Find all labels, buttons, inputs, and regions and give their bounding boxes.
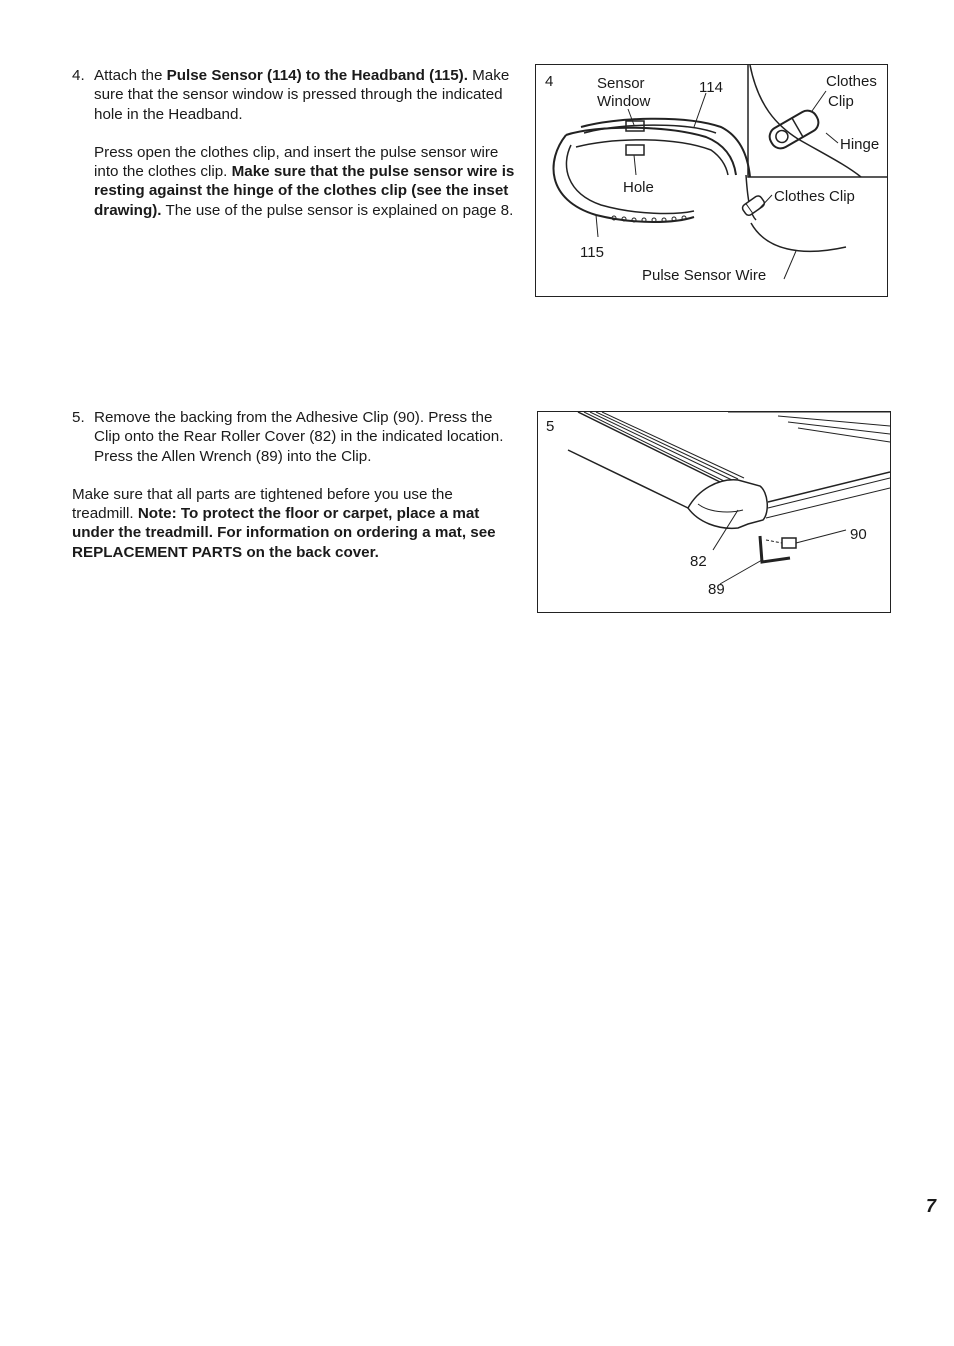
label-part-115: 115 <box>580 244 604 261</box>
label-clothes-clip-inset-line-1: Clothes <box>826 73 877 90</box>
figure-4-pulse-sensor-diagram <box>535 64 888 297</box>
label-hinge: Hinge <box>840 136 880 153</box>
figure-5-step-label: 5 <box>546 418 555 435</box>
label-sensor-window-line-1: Sensor <box>597 75 645 92</box>
figure-5-drawing <box>538 412 891 613</box>
label-clothes-clip: Clothes Clip <box>774 188 855 205</box>
label-part-90: 90 <box>850 526 867 543</box>
step-5-instructions <box>72 408 517 562</box>
step-5-number: 5. <box>72 409 85 426</box>
label-part-114: 114 <box>699 79 723 96</box>
label-clothes-clip-inset-line-2: Clip <box>828 93 854 110</box>
page-number: 7 <box>926 1196 937 1216</box>
step-4-paragraph-1: Attach the Pulse Sensor (114) to the Headband (115). Make sure that the sensor window is pressed through the indicated hole in the Headband. <box>94 67 510 123</box>
label-part-89: 89 <box>708 581 725 598</box>
label-hole: Hole <box>623 179 654 196</box>
label-pulse-sensor-wire: Pulse Sensor Wire <box>642 267 767 284</box>
step-4-paragraph-2: Press open the clothes clip, and insert the pulse sensor wire into the clothes clip. Make sure that the pulse sensor wire is resting against the hinge of the clothes clip (see the inset drawing). The use of the pulse sensor is explained on page 8. <box>94 143 515 219</box>
label-part-82: 82 <box>690 553 707 570</box>
figure-4-step-label: 4 <box>545 73 554 90</box>
step-5-paragraph-1: Remove the backing from the Adhesive Clip (90). Press the Clip onto the Rear Roller Cover (82) in the indicated location. Press the Allen Wrench (89) into the Clip. <box>94 409 504 465</box>
step-4-number: 4. <box>72 67 85 84</box>
figure-4-drawing <box>536 65 888 297</box>
step-4-instructions <box>72 66 517 220</box>
label-sensor-window-line-2: Window <box>597 93 651 110</box>
figure-5-rear-roller-diagram <box>537 411 891 613</box>
step-5-paragraph-2: Make sure that all parts are tightened before you use the treadmill. Note: To protect the floor or carpet, place a mat under the treadmill. For information on ordering a mat, see REPLACEMENT PARTS on the back cover. <box>72 485 496 561</box>
